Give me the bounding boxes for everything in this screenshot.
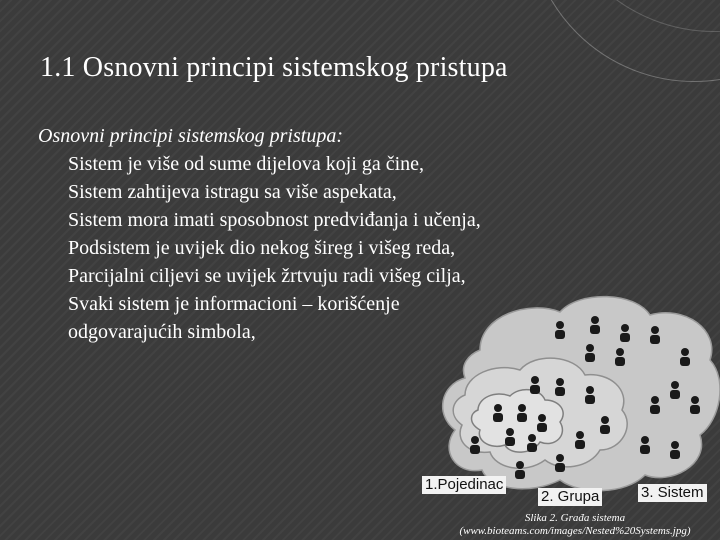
bullet-item — [38, 206, 598, 234]
caption-source: (www.bioteams.com/images/Nested%20Systems.jpg) — [459, 525, 691, 537]
bullet-item — [38, 262, 598, 290]
bullet-text: Sistem je više od sume dijelova koji ga čine, — [68, 153, 425, 175]
nested-systems-figure — [410, 290, 720, 505]
bullet-item — [38, 178, 598, 206]
nested-systems-illustration — [410, 290, 720, 500]
bullet-text: Svaki sistem je informacioni – korišćenje odgovarajućih simbola, — [68, 293, 400, 343]
bullet-text: Parcijalni ciljevi se uvijek žrtvuju radi višeg cilja, — [68, 265, 466, 287]
bullet-item — [38, 150, 598, 178]
lead-text: Osnovni principi sistemskog pristupa: — [38, 125, 343, 147]
label-individual: 1.Pojedinac — [422, 476, 506, 494]
label-system: 3. Sistem — [638, 484, 707, 502]
figure-caption — [430, 512, 720, 538]
bullet-text: Podsistem je uvijek dio nekog šireg i višeg reda, — [68, 237, 456, 259]
bullet-item — [38, 234, 598, 262]
bullet-text: Sistem zahtijeva istragu sa više aspekata, — [68, 181, 397, 203]
caption-title: Slika 2. Građa sistema — [524, 512, 626, 524]
slide-title: 1.1 Osnovni principi sistemskog pristupa — [40, 52, 508, 83]
label-group: 2. Grupa — [538, 488, 602, 506]
bullet-text: Sistem mora imati sposobnost predviđanja i učenja, — [68, 209, 481, 231]
